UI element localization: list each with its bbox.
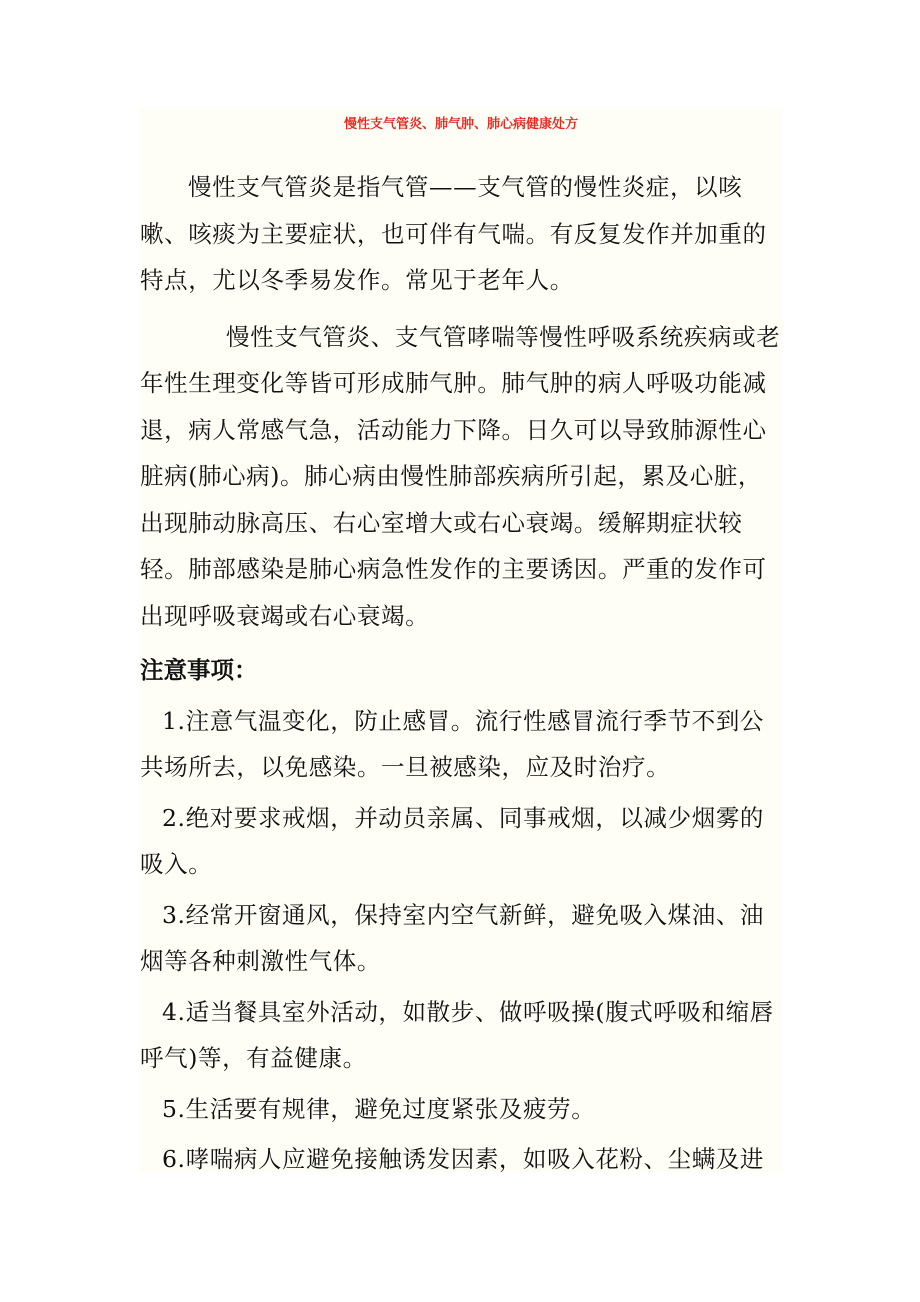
document-title: 慢性支气管炎、肺气肿、肺心病健康处方: [343, 117, 578, 132]
note-item-5: 5.生活要有规律，避免过度紧张及疲劳。: [162, 1094, 596, 1123]
emphysema-paragraph: 慢性支气管炎、支气管哮喘等慢性呼吸系统疾病或老年性生理变化等皆可形成肺气肿。肺气肿的病人呼吸功能减退，病人常感气急，活动能力下降。日久可以导致肺源性心脏病(肺心病)。肺心病由慢性肺部疾病所引起，累及心脏，出现肺动脉高压、右心室增大或右心衰竭。缓解期症状较轻。肺部感染是肺心病急性发作的主要诱因。严重的发作可出现呼吸衰竭或右心衰竭。: [140, 322, 781, 630]
note-item-4: 4.适当餐具室外活动，如散步、做呼吸操(腹式呼吸和缩唇呼气)等，有益健康。: [140, 997, 774, 1072]
intro-paragraph: 慢性支气管炎是指气管——支气管的慢性炎症，以咳嗽、咳痰为主要症状，也可伴有气喘。有反复发作并加重的特点，尤以冬季易发作。常见于老年人。: [140, 173, 767, 294]
note-item-1: 1.注意气温变化，防止感冒。流行性感冒流行季节不到公共场所去，以免感染。一旦被感染，应及时治疗。: [140, 706, 765, 781]
note-item-6: 6.哮喘病人应避免接触诱发因素，如吸入花粉、尘螨及进: [162, 1145, 765, 1173]
notes-heading: 注意事项：: [140, 656, 258, 684]
note-item-3: 3.经常开窗通风，保持室内空气新鲜，避免吸入煤油、油烟等各种刺激性气体。: [140, 900, 765, 975]
document-body: [140, 108, 782, 1183]
note-item-2: 2.绝对要求戒烟，并动员亲属、同事戒烟，以减少烟雾的吸入。: [140, 803, 765, 878]
